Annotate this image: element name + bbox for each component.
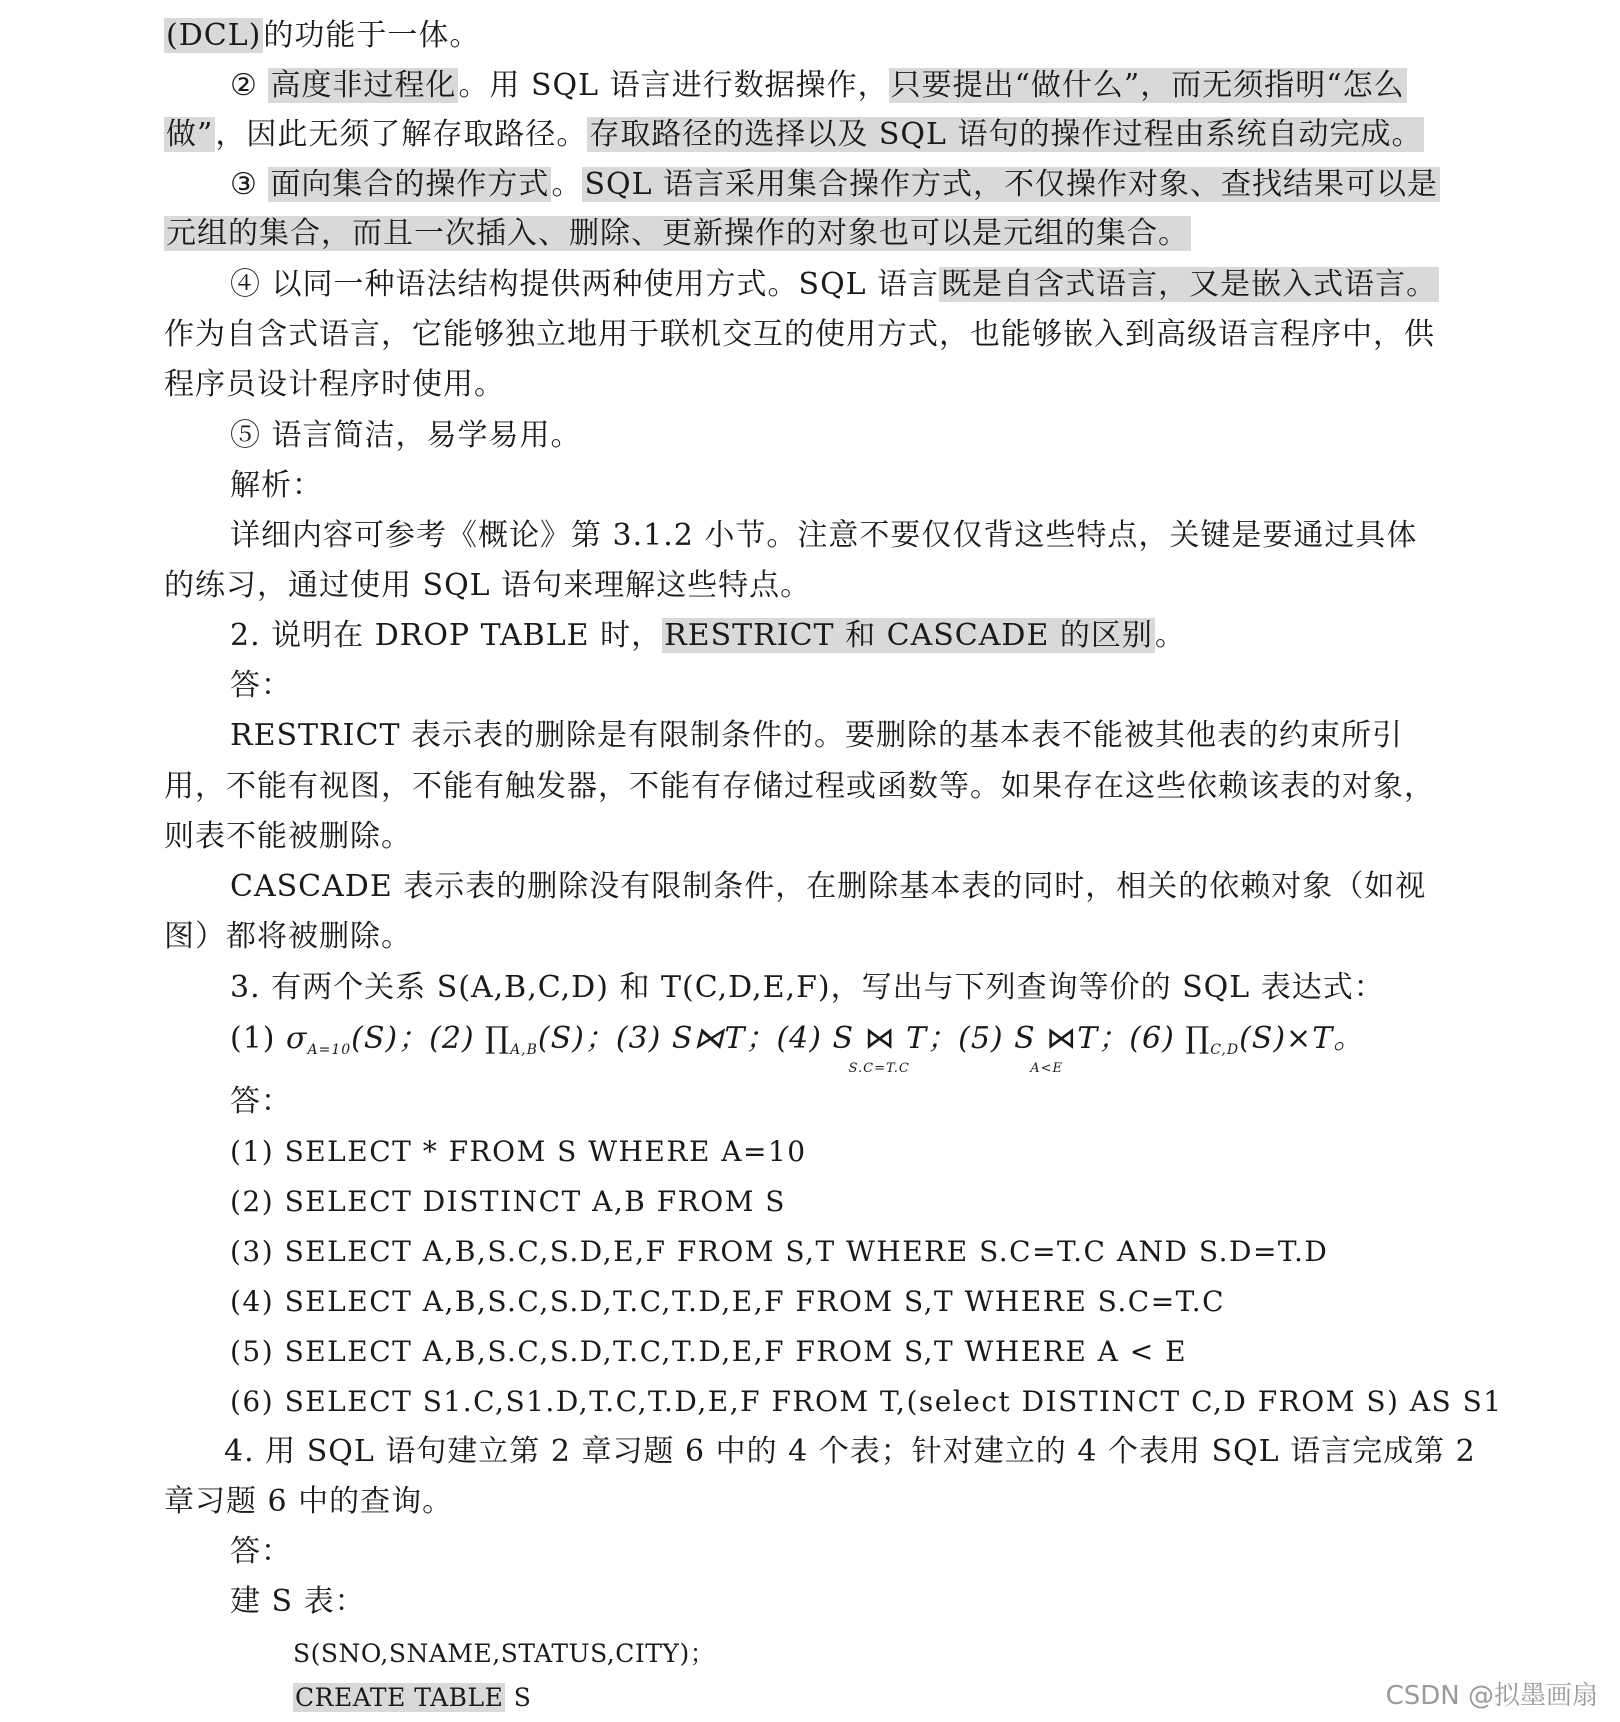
line-07: 作为自含式语言，它能够独立地用于联机交互的使用方式，也能够嵌入到高级语言程序中，供	[164, 317, 1435, 352]
line-13: 2. 说明在 DROP TABLE 时，RESTRICT 和 CASCADE 的区别。	[230, 618, 1186, 653]
sql-line-5: (5) SELECT A,B,S.C,S.D,T.C,T.D,E,F FROM S,T WHERE A < E	[230, 1335, 1188, 1368]
join-operator: ⋈ S.C=T.C	[848, 1021, 910, 1076]
highlight: (DCL)	[166, 18, 262, 53]
line-32: 建 S 表：	[230, 1584, 366, 1619]
highlight: 只要提出“做什么”，而无须指明“怎么	[890, 68, 1405, 103]
line-12: 的练习，通过使用 SQL 语句来理解这些特点。	[164, 568, 812, 603]
highlight: 既是自含式语言，又是嵌入式语言。	[941, 267, 1438, 302]
highlight: 面向集合的操作方式	[270, 167, 550, 202]
highlight: 做”	[166, 117, 214, 152]
line-05	[164, 212, 1191, 256]
line-22: 答：	[230, 1084, 292, 1119]
highlight: CREATE TABLE	[295, 1683, 504, 1712]
line-02: ② 高度非过程化。用 SQL 语言进行数据操作，只要提出“做什么”，而无须指明“怎么	[230, 68, 1405, 103]
highlight: SQL 语言采用集合操作方式，不仅操作对象、查找结果可以是	[584, 167, 1439, 202]
sql-line-1: (1) SELECT * FROM S WHERE A=10	[230, 1135, 807, 1168]
line-10: 解析：	[230, 468, 323, 503]
line-11: 详细内容可参考《概论》第 3.1.2 小节。注意不要仅仅背这些特点，关键是要通过具体	[230, 518, 1418, 553]
line-16: 用，不能有视图，不能有触发器，不能有存储过程或函数等。如果存在这些依赖该表的对象，	[164, 769, 1435, 804]
sql-line-6: (6) SELECT S1.C,S1.D,T.C,T.D,E,F FROM T,(select DISTINCT C,D FROM S) AS S1	[230, 1385, 1503, 1418]
sql-line-4: (4) SELECT A,B,S.C,S.D,T.C,T.D,E,F FROM S,T WHERE S.C=T.C	[230, 1285, 1226, 1318]
schema-line: S(SNO,SNAME,STATUS,CITY)；	[293, 1639, 716, 1668]
highlight: 高度非过程化	[270, 68, 457, 103]
create-table-line: CREATE TABLE S	[295, 1683, 532, 1712]
sql-line-3: (3) SELECT A,B,S.C,S.D,E,F FROM S,T WHERE S.C=T.C AND S.D=T.D	[230, 1235, 1329, 1268]
sql-line-2: (2) SELECT DISTINCT A,B FROM S	[230, 1185, 786, 1218]
highlight: 元组的集合，而且一次插入、删除、更新操作的对象也可以是元组的集合。	[166, 216, 1189, 251]
relational-algebra-line: (1) $\sigma_{A=10}(S)$；(2) $\prod_{A,B}(S)$；(3) S⋈T；(4) S ⋈ S.C=T.C T；(5) S ⋈ A<E T；(6) $\prod_{C,D}(S)\times T$。	[230, 1017, 1364, 1061]
line-01: (DCL)的功能于一体。	[166, 18, 481, 53]
line-19: 图）都将被删除。	[164, 919, 412, 954]
join-operator: ⋈ A<E	[1030, 1021, 1078, 1076]
line-30: 章习题 6 中的查询。	[164, 1484, 454, 1519]
csdn-watermark: CSDN @拟墨画扇	[1385, 1681, 1598, 1711]
line-31: 答：	[230, 1534, 292, 1569]
line-15: RESTRICT 表示表的删除是有限制条件的。要删除的基本表不能被其他表的约束所引	[230, 718, 1403, 753]
line-04: ③ 面向集合的操作方式。SQL 语言采用集合操作方式，不仅操作对象、查找结果可以是	[230, 167, 1439, 202]
line-20: 3. 有两个关系 S(A,B,C,D) 和 T(C,D,E,F)，写出与下列查询等价的 SQL 表达式：	[230, 970, 1385, 1005]
line-03: 做”，因此无须了解存取路径。存取路径的选择以及 SQL 语句的操作过程由系统自动完成。	[166, 117, 1423, 152]
highlight: 存取路径的选择以及 SQL 语句的操作过程由系统自动完成。	[589, 117, 1423, 152]
line-06: ④ 以同一种语法结构提供两种使用方式。SQL 语言既是自含式语言，又是嵌入式语言。	[230, 267, 1438, 302]
line-09: ⑤ 语言简洁，易学易用。	[230, 418, 582, 453]
line-29: 4. 用 SQL 语句建立第 2 章习题 6 中的 4 个表；针对建立的 4 个表用 SQL 语言完成第 2	[224, 1434, 1476, 1469]
line-08: 程序员设计程序时使用。	[164, 367, 505, 402]
highlight: RESTRICT 和 CASCADE 的区别	[664, 618, 1153, 653]
line-17: 则表不能被删除。	[164, 819, 412, 854]
line-14: 答：	[230, 668, 292, 703]
line-18: CASCADE 表示表的删除没有限制条件，在删除基本表的同时，相关的依赖对象（如视	[230, 869, 1427, 904]
